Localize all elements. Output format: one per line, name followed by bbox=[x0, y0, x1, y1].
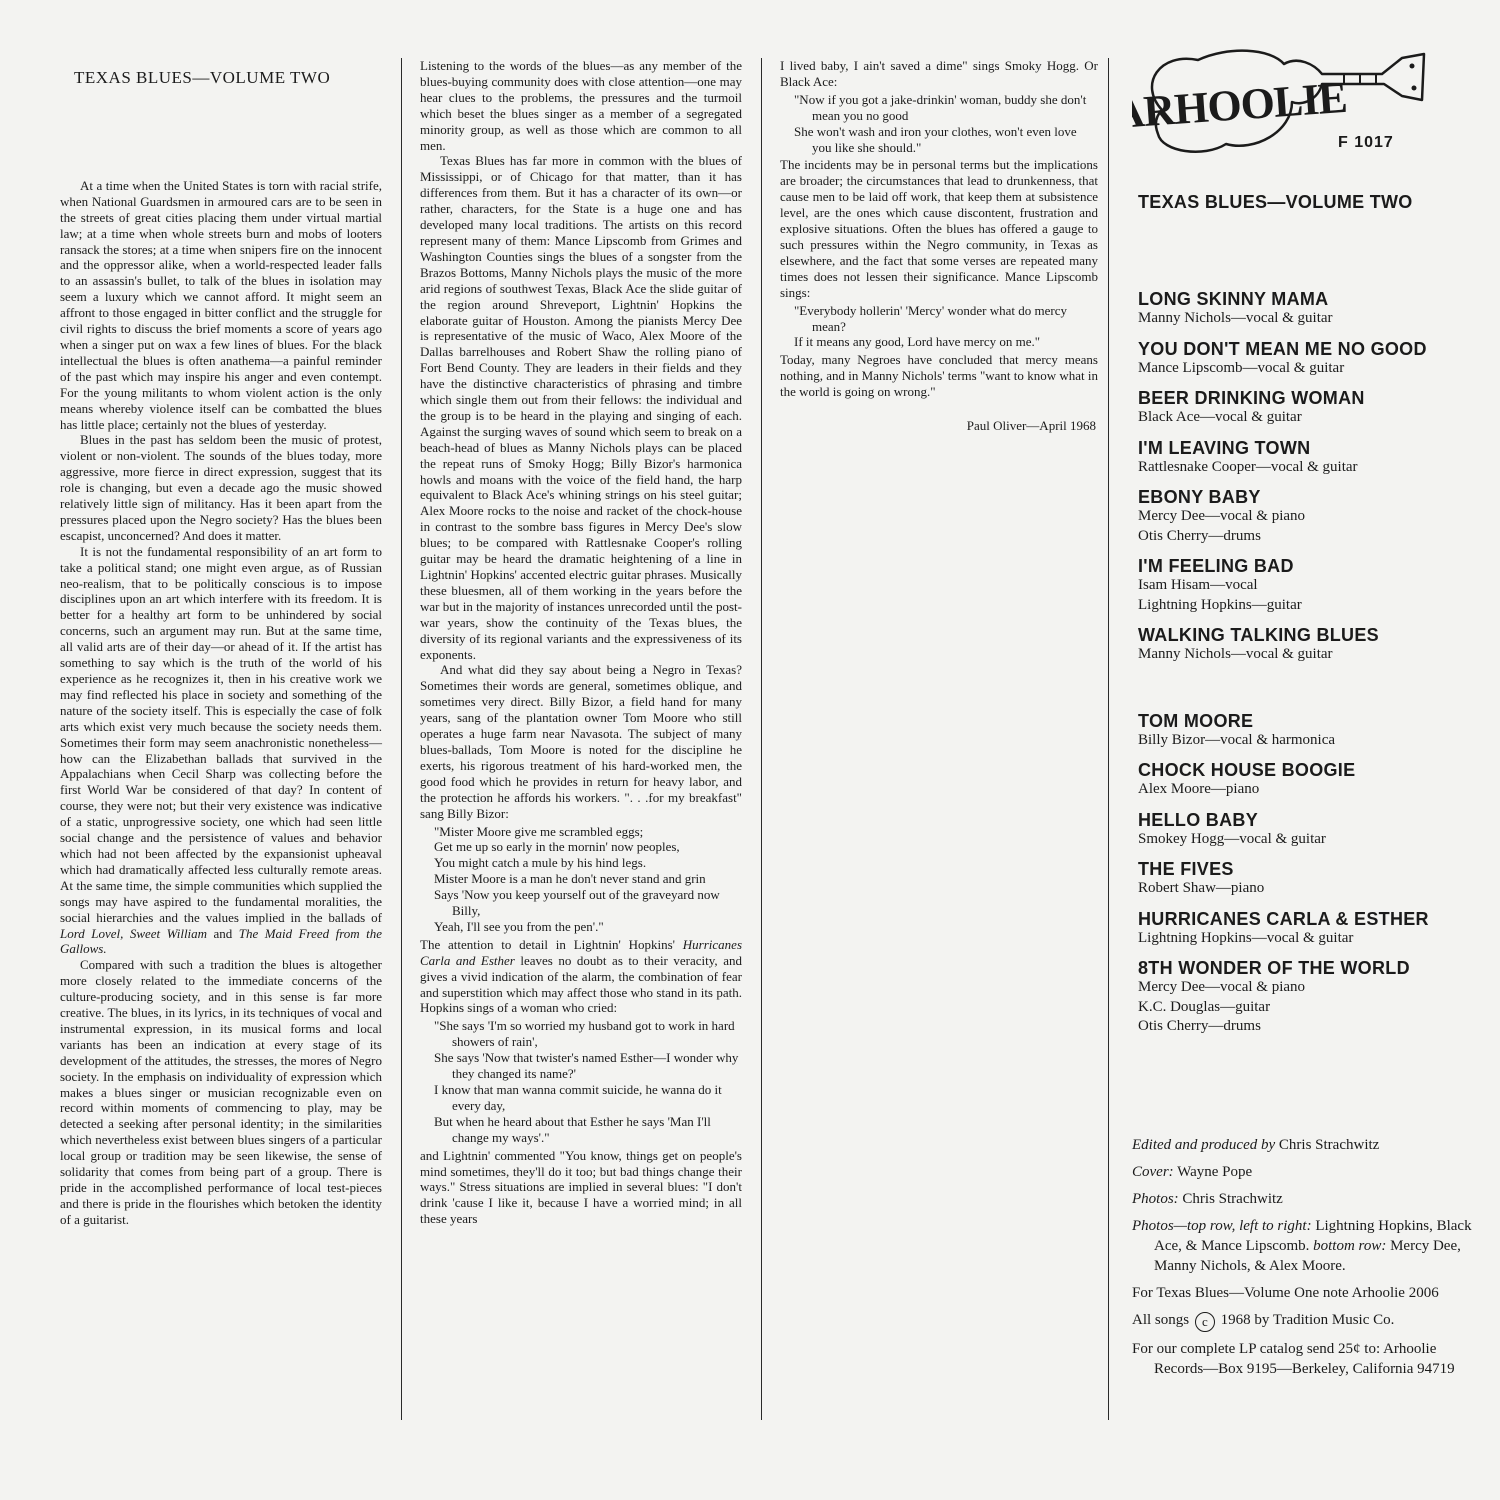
track-title: HELLO BABY bbox=[1138, 809, 1258, 830]
track-item bbox=[1138, 859, 1472, 899]
track-item bbox=[1138, 711, 1472, 751]
track-list bbox=[1138, 289, 1472, 1037]
catalog-number: F 1017 bbox=[1338, 134, 1394, 151]
track-item bbox=[1138, 289, 1472, 329]
track-item bbox=[1138, 810, 1472, 850]
track-title: HURRICANES CARLA & ESTHER bbox=[1138, 908, 1429, 929]
essay-column-3 bbox=[780, 58, 1098, 434]
track-item bbox=[1138, 958, 1472, 1037]
column-rule bbox=[401, 58, 402, 1420]
essay-paragraph: Listening to the words of the blues—as any member of the blues-buying community does with close attention—one may hear clues to the problems, the pressures and the turmoil which beset the blues singer as a member of a segregated minority group, as well as those which are common to all men. bbox=[420, 58, 742, 153]
track-item bbox=[1138, 909, 1472, 949]
track-item bbox=[1138, 339, 1472, 379]
track-credit: Alex Moore—piano bbox=[1138, 781, 1260, 797]
track-credit: Lightning Hopkins—guitar bbox=[1138, 596, 1302, 613]
album-title: TEXAS BLUES—VOLUME TWO bbox=[1138, 192, 1413, 212]
essay-paragraph: Compared with such a tradition the blues is altogether more closely related to the immediate concerns of the culture-producing society, and in this sense is far more creative. The blues, in its lyrics, in its techniques of vocal and instrumental expression, in its musical forms and local variants has been an indication at every stage of its development of the attitudes, the stresses, the mores of Negro society. In the emphasis on individuality of expression which makes a blues singer or musician recognizable even on record within moments of commencing to play, may be detected a seeking after personal identity; in the similarities which nevertheless exist between blues singers of a particular local group or tradition may be seen likewise, the sense of solidarity that comes from being part of a group. There is pride in the accomplished performance of local test-pieces and there is pride in the flourishes which betoken the identity of a guitarist. bbox=[60, 957, 382, 1227]
track-title: YOU DON'T MEAN ME NO GOOD bbox=[1138, 338, 1427, 359]
track-credit: Rattlesnake Cooper—vocal & guitar bbox=[1138, 458, 1358, 475]
producer-credit: Edited and produced by Chris Strachwitz bbox=[1132, 1136, 1380, 1153]
track-credit: K.C. Douglas—guitar bbox=[1138, 998, 1271, 1015]
track-credit: Mance Lipscomb—vocal & guitar bbox=[1138, 359, 1345, 376]
copyright-icon: c bbox=[1195, 1312, 1215, 1332]
photo-captions: Photos—top row, left to right: Lightning Hopkins, Black Ace, & Mance Lipscomb. bottom row: Mercy Dee, Manny Nichols, & Alex Moore. bbox=[1132, 1217, 1472, 1274]
track-item bbox=[1138, 625, 1472, 665]
lyric-quote: "Now if you got a jake-drinkin' woman, buddy she don't mean you no good She won't wash and iron your clothes, won't even love you like she should." bbox=[794, 91, 1087, 155]
catalog-offer: For our complete LP catalog send 25¢ to: Arhoolie Records—Box 9195—Berkeley, California 94719 bbox=[1132, 1340, 1455, 1377]
arhoolie-logo bbox=[1132, 40, 1452, 190]
copyright-notice: All songs c 1968 by Tradition Music Co. bbox=[1132, 1310, 1472, 1332]
essay-paragraph: and Lightnin' commented "You know, things get on people's mind sometimes, they'll do it too; but bad things change their ways." Stress situations are implied in several blues: "I don't drink 'cause I like it, because I have a worried mind; in all these years bbox=[420, 1147, 742, 1227]
side-divider bbox=[1138, 675, 1472, 711]
volume-one-note: For Texas Blues—Volume One note Arhoolie 2006 bbox=[1132, 1284, 1439, 1301]
page-title: TEXAS BLUES—VOLUME TWO bbox=[74, 68, 331, 87]
track-credit: Mercy Dee—vocal & piano bbox=[1138, 508, 1306, 524]
track-title: I'M LEAVING TOWN bbox=[1138, 437, 1311, 458]
track-credit: Otis Cherry—drums bbox=[1138, 1018, 1261, 1034]
essay-paragraph: I lived baby, I ain't saved a dime" sings Smoky Hogg. Or Black Ace: bbox=[780, 58, 1098, 89]
track-credit: Lightning Hopkins—vocal & guitar bbox=[1138, 929, 1354, 946]
track-panel bbox=[1132, 40, 1472, 1386]
essay-paragraph: Blues in the past has seldom been the music of protest, violent or non-violent. The sounds of the blues today, more aggressive, more fierce in direct expression, suggest that its role is changing, but even a decade ago the music showed relatively little sign of militancy. Has it been apart from the pressures placed upon the Negro society? Has the blues been escapist, unconcerned? And does it matter. bbox=[60, 432, 382, 543]
essay-paragraph: And what did they say about being a Negro in Texas? Sometimes their words are general, sometimes oblique, and sometimes very direct. Billy Bizor, a field hand for many years, sang of the plantation owner Tom Moore who still operates a huge farm near Navasota. The subject of many blues-ballads, Tom Moore is noted for the discipline he exerts, his rigorous treatment of his hard-worked men, the good food which he provides in return for heavy labor, and the protection he affords his workers. ". . .for my breakfast" sang Billy Bizor: bbox=[420, 662, 742, 821]
essay-paragraph: The attention to detail in Lightnin' Hopkins' Hurricanes Carla and Esther leaves no doubt as to their veracity, and gives a vivid indication of the alarm, the combination of fear and superstition which may affect those who stand in its path. Hopkins sings of a woman who cried: bbox=[420, 936, 742, 1016]
column-rule bbox=[761, 58, 762, 1420]
essay-paragraph: The incidents may be in personal terms but the implications are broader; the circumstances that lead to drunkenness, that cause men to be laid off work, that keep them at subsistence level, are the ones which cause discontent, frustration and explosive situations. Often the blues has offered a gauge to such pressures within the Negro community, in Texas as elsewhere, and the fact that some verses are repeated many times does not lessen their significance. Mance Lipscomb sings: bbox=[780, 157, 1098, 300]
track-item bbox=[1138, 438, 1472, 478]
track-title: 8TH WONDER OF THE WORLD bbox=[1138, 958, 1410, 978]
essay-column-2 bbox=[420, 58, 742, 1227]
column-rule bbox=[1108, 58, 1109, 1420]
track-title: THE FIVES bbox=[1138, 859, 1234, 879]
track-item bbox=[1138, 388, 1472, 428]
track-title: CHOCK HOUSE BOOGIE bbox=[1138, 760, 1356, 780]
track-credit: Black Ace—vocal & guitar bbox=[1138, 409, 1302, 425]
essay-paragraph: Texas Blues has far more in common with the blues of Mississippi, or of Chicago for that matter, than it has differences from them. But it has a character of its own—or rather, characters, for the State is a huge one and has developed many local traditions. The artists on this record represent many of them: Mance Lipscomb from Grimes and Washington Counties sings the blues of a songster from the Brazos Bottoms, Manny Nichols plays the music of the more arid regions of southwest Texas, Black Ace the slide guitar of the region around Shreveport, Lightnin' Hopkins the elaborate guitar of Houston. Among the pianists Mercy Dee is representative of the music of Waco, Alex Moore of the Dallas barrelhouses and Robert Shaw the rolling piano of Fort Bend County. They are leaders in their fields and they have the distinctive characteristics of phrasing and timbre which single them out from their fellows: the individual and the group is to be heard in the playing and singing of each. Against the surging waves of sound which seem to break on a beach-head of blues as Manny Nichols plays can be placed the repeat runs of Smoky Hogg; Billy Bizor's harmonica howls and moans with the voice of the field hand, the harp equivalent to Black Ace's whining strings on his steel guitar; Alex Moore rocks to the noise and racket of the chock-house in contrast to the sombre bass figures in Mercy Dee's slow blues; to be compared with Rattlesnake Cooper's rolling guitar may be heard the dramatic heightening of a line in Lightnin' Hopkins' accented electric guitar phrases. Musically these bluesmen, all of them working in the years before the war but in the majority of instances unrecorded until the post-war years, show the continuity of the Texas blues, the diversity of its regional variants and the expressiveness of its exponents. bbox=[420, 153, 742, 662]
track-credit: Billy Bizor—vocal & harmonica bbox=[1138, 731, 1336, 748]
essay-paragraph: It is not the fundamental responsibility of an art form to take a political stand; one might even argue, as of Russian neo-realism, that to be politically conscious is to impose disciplines upon an art which interfere with its freedom. It is better for a healthy art form to be unhindered by social concerns, such an argument may run. But at the same time, all valid arts are of their day—or ahead of it. If the artist has something to say which is the truth of the world of his experience as he recognizes it, then in his creative work we may find reflected his place in society and something of the nature of the society itself. This is especially the case of folk arts which exist very much because the society needs them. Sometimes their form may seem anachronistic nonetheless—how can the Elizabethan ballads that survived in the Appalachians when Cecil Sharp was collecting before the first World War be considered of that day? In content of course, they were not; but their very existence was indicative of a static, unprogressive society, one which had seen little social change and the persistence of values and behavior which had not been affected by the expansionist upheaval which had dramatically affected less culturally remote areas. At the same time, the simple communities which supplied the songs may have aspired to the fundamental moralities, the social hierarchies and the values implied in the ballads of Lord Lovel, Sweet William and The Maid Freed from the Gallows. bbox=[60, 543, 382, 957]
track-title: I'M FEELING BAD bbox=[1138, 556, 1294, 576]
track-item bbox=[1138, 487, 1472, 546]
track-title: EBONY BABY bbox=[1138, 487, 1261, 507]
photos-credit: Photos: Chris Strachwitz bbox=[1132, 1190, 1283, 1207]
lyric-quote: "Everybody hollerin' 'Mercy' wonder what do mercy mean? If it means any good, Lord have mercy on me." bbox=[794, 302, 1067, 350]
essay-paragraph: Today, many Negroes have concluded that mercy means nothing, and in Manny Nichols' terms "want to know what in the world is going on wrong." bbox=[780, 352, 1098, 400]
track-credit: Robert Shaw—piano bbox=[1138, 880, 1265, 896]
track-title: TOM MOORE bbox=[1138, 710, 1254, 731]
essay-paragraph: At a time when the United States is torn with racial strife, when National Guardsmen in armoured cars are to be seen in the streets of great cities placing them under virtual martial law; at a time when whole streets burn and mobs of looters ransack the stores; at a time when snipers fire on the innocent and the oppressor alike, when a world-respected leader falls to an assassin's bullet, to talk of the blues in isolation may seem a luxury which we cannot afford. It might seem an affront to those engaged in bitter conflict and the struggle for civil rights to discuss the brief moments a score of years ago when a singer put on wax a few lines of blues. For the black intellectual the blues is often anathema—a painful reminder of the past which may inspire his anger and even contempt. For the young militants to whom violent action is the only means whereby violence itself can be combatted the blues has little place; certainly not the blues of yesterday. bbox=[60, 177, 382, 432]
lyric-quote: "Mister Moore give me scrambled eggs; Get me up so early in the mornin' now peoples, You might catch a mule by his hind legs. Mister Moore is a man he don't never stand and grin Says 'Now you keep yourself out of the graveyard now Billy, Yeah, I'll see you from the pen'." bbox=[434, 823, 720, 934]
track-credit: Mercy Dee—vocal & piano bbox=[1138, 979, 1306, 995]
track-credit: Isam Hisam—vocal bbox=[1138, 577, 1258, 593]
track-title: WALKING TALKING BLUES bbox=[1138, 625, 1379, 645]
essay-column-1 bbox=[60, 58, 382, 1228]
track-title: BEER DRINKING WOMAN bbox=[1138, 388, 1365, 408]
track-item bbox=[1138, 760, 1472, 800]
track-title: LONG SKINNY MAMA bbox=[1138, 289, 1329, 309]
track-item bbox=[1138, 556, 1472, 615]
lyric-quote: "She says 'I'm so worried my husband got to work in hard showers of rain', She says 'Now that twister's named Esther—I wonder why they changed its name?' I know that man wanna commit suicide, he wanna do it every day, But when he heard about that Esther he says 'Man I'll change my ways'." bbox=[434, 1018, 739, 1145]
cover-credit: Cover: Wayne Pope bbox=[1132, 1163, 1253, 1180]
author-signature: Paul Oliver—April 1968 bbox=[966, 418, 1096, 434]
track-credit: Manny Nichols—vocal & guitar bbox=[1138, 310, 1333, 326]
logo-wordmark: ARHOOLIE bbox=[1132, 72, 1349, 139]
track-credit: Smokey Hogg—vocal & guitar bbox=[1138, 830, 1326, 847]
colophon bbox=[1132, 1135, 1472, 1379]
track-credit: Otis Cherry—drums bbox=[1138, 527, 1261, 544]
guitar-logo-icon bbox=[1132, 40, 1432, 180]
track-credit: Manny Nichols—vocal & guitar bbox=[1138, 646, 1333, 662]
